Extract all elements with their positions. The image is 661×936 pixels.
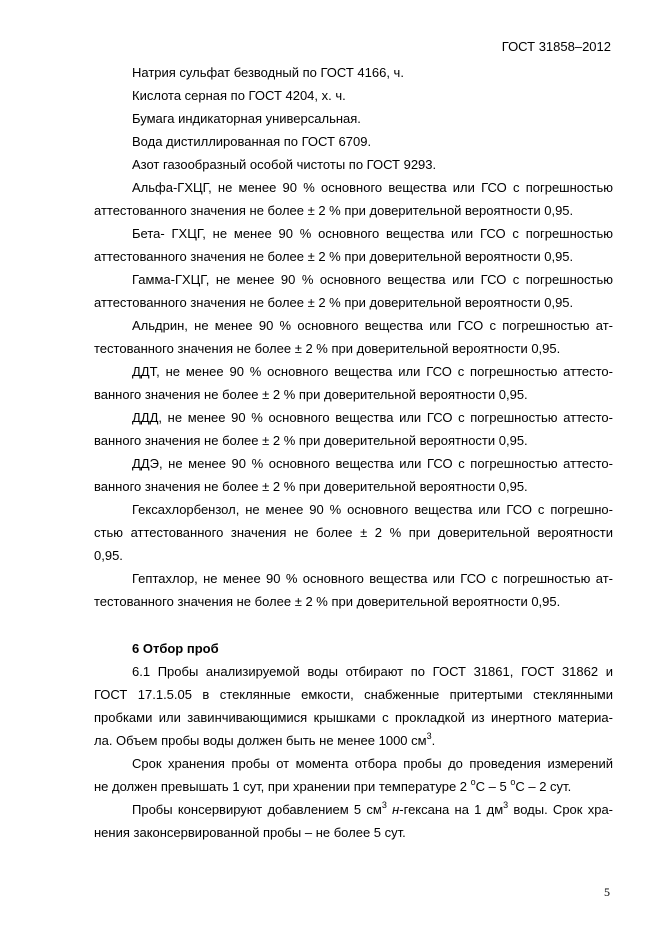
paragraph-line: Гептахлор, не менее 90 % основного вещества или ГСО с погрешностью ат- <box>132 571 613 586</box>
standard-alpha-hch <box>94 176 613 222</box>
paragraph-line: ДДТ, не менее 90 % основного вещества или ГСО с погрешностью аттесто- <box>132 364 613 379</box>
paragraph-line: тестованного значения не более ± 2 % при доверительной вероятности 0,95. <box>94 594 561 609</box>
paragraph-6-1 <box>94 660 613 752</box>
standard-aldrin <box>94 314 613 360</box>
degree-sign: о <box>470 776 476 787</box>
paragraph-line: аттестованного значения не более ± 2 % при доверительной вероятности 0,95. <box>94 295 574 310</box>
standard-beta-hch <box>94 222 613 268</box>
paragraph-line: ванного значения не более ± 2 % при доверительной вероятности 0,95. <box>94 479 528 494</box>
paragraph-line <box>94 775 613 798</box>
paragraph-line: Гексахлорбензол, не менее 90 % основного вещества или ГСО с погрешно- <box>132 502 613 517</box>
paragraph-line: Бета- ГХЦГ, не менее 90 % основного вещества или ГСО с погрешностью <box>132 226 613 241</box>
text-run: -гексана на 1 дм <box>399 802 504 817</box>
italic-run: н <box>386 802 400 817</box>
standard-dde <box>94 452 613 498</box>
standard-gamma-hch <box>94 268 613 314</box>
page-number: 5 <box>604 885 610 899</box>
paragraph-line: 6.1 Пробы анализируемой воды отбирают по ГОСТ 31861, ГОСТ 31862 и <box>132 664 613 679</box>
paragraph-line: тестованного значения не более ± 2 % при доверительной вероятности 0,95. <box>94 341 561 356</box>
paragraph-preservation <box>94 798 613 844</box>
text-run: Пробы консервируют добавлением 5 см <box>132 802 382 817</box>
standard-ddd <box>94 406 613 452</box>
paragraph-line: ДДД, не менее 90 % основного вещества или ГСО с погрешностью аттесто- <box>132 410 613 425</box>
text-run: воды. Срок хра- <box>508 802 613 817</box>
standard-hexachlorobenzene <box>94 498 613 567</box>
document-number: ГОСТ 31858–2012 <box>501 39 611 54</box>
reagent-line: Натрия сульфат безводный по ГОСТ 4166, ч. <box>132 65 404 80</box>
superscript: 3 <box>503 799 509 810</box>
paragraph-line: 0,95. <box>94 548 123 563</box>
paragraph-line: пробками или завинчивающимися крышками с прокладкой из инертного материа- <box>94 710 613 725</box>
text-run: . <box>431 733 436 748</box>
paragraph-line: Гамма-ГХЦГ, не менее 90 % основного вещества или ГСО с погрешностью <box>132 272 613 287</box>
text-run: С – 5 <box>475 779 511 794</box>
section-title: 6 Отбор проб <box>132 641 219 656</box>
text-run: С – 2 сут. <box>515 779 572 794</box>
paragraph-storage <box>94 752 613 798</box>
paragraph-line: Альдрин, не менее 90 % основного вещества или ГСО с погрешностью ат- <box>132 318 613 333</box>
standard-ddt <box>94 360 613 406</box>
degree-sign: о <box>510 776 516 787</box>
text-run: ла. Объем пробы воды должен быть не менее 1000 см <box>94 733 427 748</box>
paragraph-line: Альфа-ГХЦГ, не менее 90 % основного вещества или ГСО с погрешностью <box>132 180 613 195</box>
paragraph-line: аттестованного значения не более ± 2 % при доверительной вероятности 0,95. <box>94 249 574 264</box>
standard-heptachlor <box>94 567 613 613</box>
reagent-line: Азот газообразный особой чистоты по ГОСТ 9293. <box>132 157 437 172</box>
reagent-line: Кислота серная по ГОСТ 4204, х. ч. <box>132 88 346 103</box>
paragraph-line: ГОСТ 17.1.5.05 в стеклянные емкости, снабженные притертыми стеклянными <box>94 687 613 702</box>
paragraph-line: ванного значения не более ± 2 % при доверительной вероятности 0,95. <box>94 387 528 402</box>
text-run: не должен превышать 1 сут, при хранении при температуре 2 <box>94 779 471 794</box>
paragraph-line: аттестованного значения не более ± 2 % при доверительной вероятности 0,95. <box>94 203 574 218</box>
paragraph-line: Срок хранения пробы от момента отбора пробы до проведения измерений <box>132 756 613 771</box>
reagent-line: Вода дистиллированная по ГОСТ 6709. <box>132 134 372 149</box>
paragraph-line: нения законсервированной пробы – не более 5 сут. <box>94 825 406 840</box>
paragraph-line: ванного значения не более ± 2 % при доверительной вероятности 0,95. <box>94 433 528 448</box>
paragraph-line <box>94 729 613 752</box>
paragraph-line: ДДЭ, не менее 90 % основного вещества или ГСО с погрешностью аттесто- <box>132 456 613 471</box>
superscript: 3 <box>381 799 387 810</box>
paragraph-line: стью аттестованного значения не более ± 2 % при доверительной вероятности <box>94 525 613 540</box>
paragraph-line <box>94 798 613 821</box>
page-body <box>94 61 613 844</box>
superscript: 3 <box>426 730 432 741</box>
reagent-line: Бумага индикаторная универсальная. <box>132 111 361 126</box>
